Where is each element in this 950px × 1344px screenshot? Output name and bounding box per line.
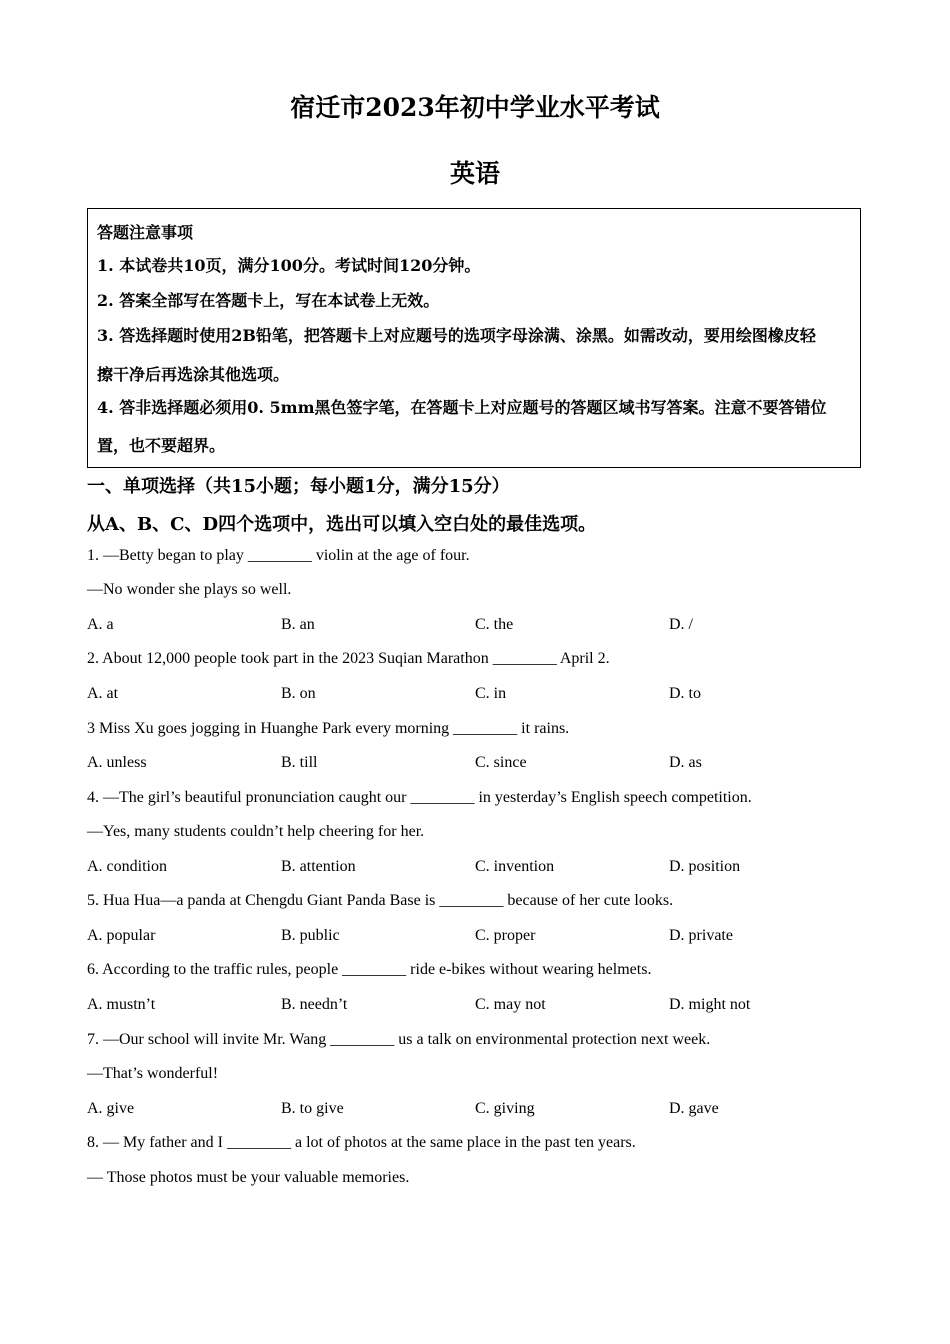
question-text: — Those photos must be your valuable memories. bbox=[87, 1169, 410, 1186]
question-text: 7. —Our school will invite Mr. Wang ________ us a talk on environmental protection next week. bbox=[87, 1031, 711, 1048]
option-a: A. popular bbox=[87, 927, 156, 944]
question-text: 8. — My father and I ________ a lot of photos at the same place in the past ten years. bbox=[87, 1134, 636, 1151]
notice-line: 3. 答选择题时使用2B铅笔，把答题卡上对应题号的选项字母涂满、涂黑。如需改动，要用绘图橡皮轻 bbox=[97, 326, 816, 345]
section-title: 一、单项选择（共15小题；每小题1分，满分15分） bbox=[87, 476, 510, 497]
option-b: B. attention bbox=[281, 858, 356, 875]
question-text: —That’s wonderful! bbox=[87, 1065, 219, 1082]
option-b: B. on bbox=[281, 685, 316, 702]
notice-line: 2. 答案全部写在答题卡上，写在本试卷上无效。 bbox=[97, 291, 440, 310]
notice-line: 4. 答非选择题必须用0. 5mm黑色签字笔，在答题卡上对应题号的答题区域书写答案。注意不要答错位 bbox=[97, 398, 827, 417]
notice-line: 擦干净后再选涂其他选项。 bbox=[97, 365, 290, 384]
option-a: A. at bbox=[87, 685, 119, 702]
question-text: 3 Miss Xu goes jogging in Huanghe Park every morning ________ it rains. bbox=[87, 720, 570, 737]
option-c: C. may not bbox=[475, 996, 546, 1013]
option-a: A. a bbox=[87, 616, 114, 633]
option-c: C. invention bbox=[475, 858, 555, 875]
option-c: C. proper bbox=[475, 927, 536, 944]
option-c: C. in bbox=[475, 685, 507, 702]
option-d: D. position bbox=[669, 858, 741, 875]
option-d: D. as bbox=[669, 754, 702, 771]
option-a: A. give bbox=[87, 1100, 135, 1117]
option-d: D. / bbox=[669, 616, 693, 633]
section-instruction: 从A、B、C、D四个选项中，选出可以填入空白处的最佳选项。 bbox=[87, 514, 597, 535]
option-c: C. the bbox=[475, 616, 514, 633]
option-b: B. needn’t bbox=[281, 996, 348, 1013]
notice-line: 置，也不要超界。 bbox=[97, 436, 226, 455]
option-d: D. private bbox=[669, 927, 733, 944]
question-text: —Yes, many students couldn’t help cheering for her. bbox=[87, 823, 425, 840]
subject-title: 英语 bbox=[449, 159, 500, 188]
option-b: B. to give bbox=[281, 1100, 344, 1117]
question-text: —No wonder she plays so well. bbox=[87, 581, 292, 598]
option-c: C. giving bbox=[475, 1100, 535, 1117]
option-d: D. gave bbox=[669, 1100, 719, 1117]
option-a: A. condition bbox=[87, 858, 167, 875]
option-d: D. to bbox=[669, 685, 701, 702]
option-b: B. an bbox=[281, 616, 315, 633]
question-text: 5. Hua Hua—a panda at Chengdu Giant Panda Base is ________ because of her cute looks. bbox=[87, 892, 674, 909]
option-d: D. might not bbox=[669, 996, 751, 1013]
question-text: 4. —The girl’s beautiful pronunciation caught our ________ in yesterday’s English speech competition. bbox=[87, 789, 752, 806]
notice-heading: 答题注意事项 bbox=[97, 223, 194, 242]
option-b: B. till bbox=[281, 754, 318, 771]
option-a: A. unless bbox=[87, 754, 147, 771]
option-c: C. since bbox=[475, 754, 527, 771]
page-title: 宿迁市2023年初中学业水平考试 bbox=[290, 93, 660, 122]
question-text: 1. —Betty began to play ________ violin at the age of four. bbox=[87, 547, 470, 564]
question-text: 2. About 12,000 people took part in the 2023 Suqian Marathon ________ April 2. bbox=[87, 650, 610, 667]
notice-box bbox=[87, 208, 861, 468]
question-text: 6. According to the traffic rules, people ________ ride e-bikes without wearing helmets. bbox=[87, 961, 652, 978]
option-b: B. public bbox=[281, 927, 340, 944]
notice-line: 1. 本试卷共10页，满分100分。考试时间120分钟。 bbox=[97, 256, 481, 275]
option-a: A. mustn’t bbox=[87, 996, 156, 1013]
